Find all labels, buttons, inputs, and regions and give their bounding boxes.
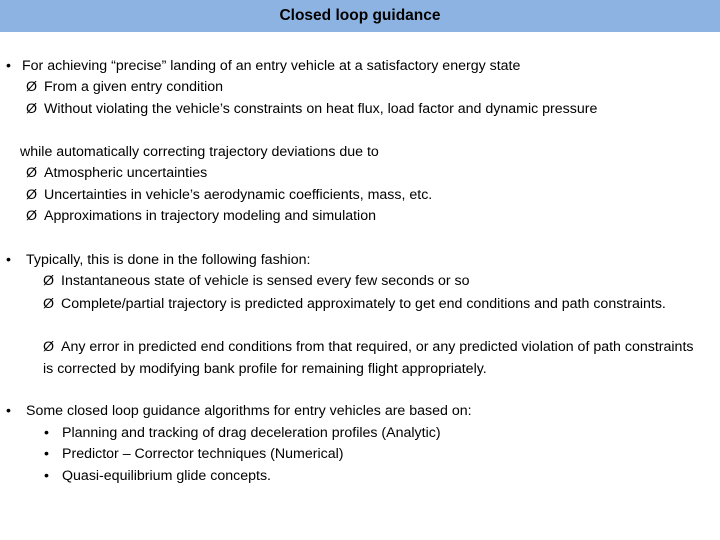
arrow-bullet-icon: Ø (26, 79, 38, 95)
section1-lead: For achieving “precise” landing of an entry vehicle at a satisfactory energy state (22, 58, 521, 74)
bullet-icon: • (44, 446, 49, 462)
section1-continuation: while automatically correcting trajectory deviations due to (20, 144, 379, 160)
section3-lead: Some closed loop guidance algorithms for entry vehicles are based on: (26, 403, 472, 419)
arrow-bullet-icon: Ø (26, 101, 38, 117)
list-item: Planning and tracking of drag deceleration profiles (Analytic) (62, 425, 441, 441)
list-item: Predictor – Corrector techniques (Numerical) (62, 446, 344, 462)
list-item: Ø From a given entry condition (26, 79, 224, 95)
bullet-icon: • (44, 468, 49, 484)
arrow-bullet-icon: Ø (43, 296, 55, 312)
arrow-bullet-icon: Ø (26, 208, 38, 224)
list-item: Ø Approximations in trajectory modeling and simulation (26, 208, 376, 224)
bullet-icon: • (6, 252, 11, 268)
list-item: Ø Without violating the vehicle’s constraints on heat flux, load factor and dynamic pressure (26, 101, 598, 117)
list-item: Ø Atmospheric uncertainties (26, 165, 208, 181)
arrow-bullet-icon: Ø (43, 339, 55, 355)
list-item: Ø Instantaneous state of vehicle is sensed every few seconds or so (43, 273, 470, 289)
bullet-icon: • (6, 58, 11, 74)
arrow-bullet-icon: Ø (43, 273, 55, 289)
bullet-icon: • (44, 425, 49, 441)
arrow-bullet-icon: Ø (26, 165, 38, 181)
bullet-icon: • (6, 403, 11, 419)
arrow-bullet-icon: Ø (26, 187, 38, 203)
list-item: Ø Uncertainties in vehicle’s aerodynamic coefficients, mass, etc. (26, 187, 433, 203)
list-item: Ø Complete/partial trajectory is predicted approximately to get end conditions and path constraints. (43, 296, 666, 312)
page-title: Closed loop guidance (279, 7, 441, 24)
list-item: Ø Any error in predicted end conditions from that required, or any predicted violation of path constraints is corrected by modifying bank profile for remaining flight appropriately. (43, 339, 694, 377)
section2-lead: Typically, this is done in the following fashion: (26, 252, 311, 268)
list-item: Quasi-equilibrium glide concepts. (62, 468, 271, 484)
